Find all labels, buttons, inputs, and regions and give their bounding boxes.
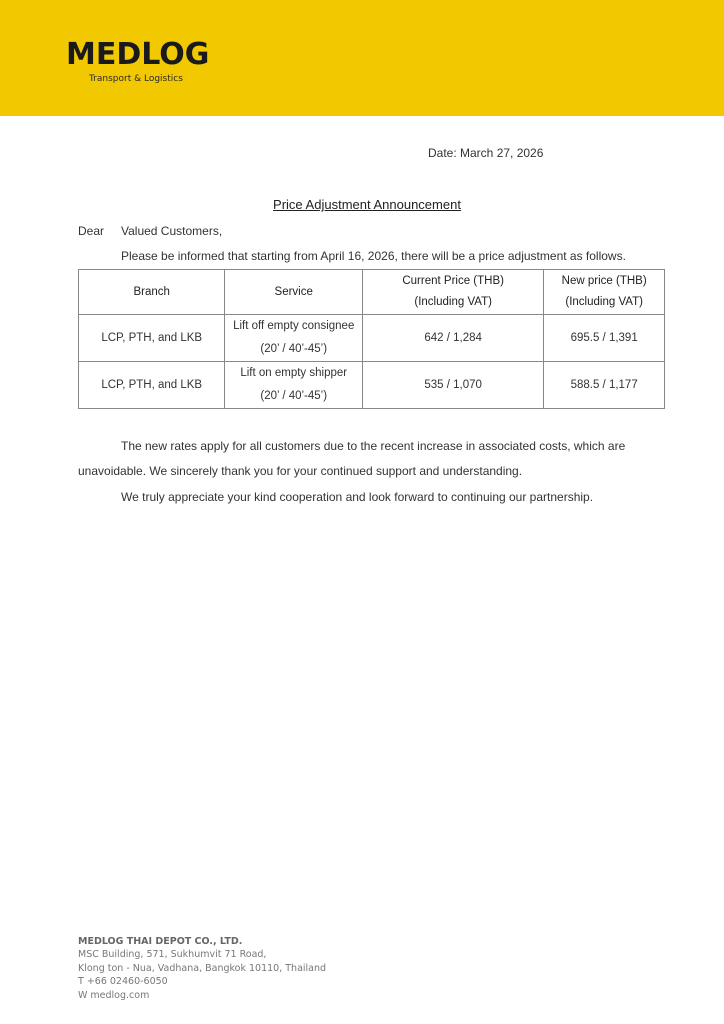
- header-new-price: New price (THB) (Including VAT): [544, 270, 665, 315]
- footer-address-1: MSC Building, 571, Sukhumvit 71 Road,: [78, 949, 267, 961]
- table-row: [79, 315, 665, 362]
- footer-company: MEDLOG THAI DEPOT CO., LTD.: [78, 936, 243, 947]
- footer-address-2: Klong ton - Nua, Vadhana, Bangkok 10110, Thailand: [78, 962, 327, 974]
- body-paragraph-1: The new rates apply for all customers due to the recent increase in associated costs, which are: [121, 439, 626, 453]
- logo-wordmark: MEDLOG: [66, 37, 210, 72]
- footer-phone: T +66 02460-6050: [78, 976, 168, 988]
- price-table: [78, 269, 665, 409]
- cell-branch: LCP, PTH, and LKB: [79, 315, 225, 362]
- table-row: [79, 362, 665, 409]
- recipient: Valued Customers,: [121, 224, 223, 238]
- salutation: Dear: [78, 224, 105, 238]
- header-service: Service: [225, 270, 363, 315]
- header-current-price: Current Price (THB) (Including VAT): [363, 270, 544, 315]
- header-branch: Branch: [79, 270, 225, 315]
- cell-current-price: 535 / 1,070: [363, 362, 544, 409]
- cell-new-price: 695.5 / 1,391: [544, 315, 665, 362]
- table-header-row: [79, 270, 665, 315]
- body-paragraph-2: We truly appreciate your kind cooperation and look forward to continuing our partnership.: [121, 490, 594, 504]
- footer-website: W medlog.com: [78, 989, 150, 1001]
- letter-date: Date: March 27, 2026: [428, 146, 544, 160]
- medlog-logo: [66, 37, 210, 84]
- body-paragraph-1-cont: unavoidable. We sincerely thank you for your continued support and understanding.: [78, 464, 523, 478]
- cell-branch: LCP, PTH, and LKB: [79, 362, 225, 409]
- logo-tagline: Transport & Logistics: [89, 74, 183, 84]
- cell-service: Lift off empty consignee (20’ / 40’-45’): [225, 315, 363, 362]
- footer-contact: [78, 935, 326, 1002]
- letterhead-banner: [0, 0, 724, 116]
- cell-service: Lift on empty shipper (20’ / 40’-45’): [225, 362, 363, 409]
- cell-current-price: 642 / 1,284: [363, 315, 544, 362]
- letter-title: Price Adjustment Announcement: [273, 197, 461, 212]
- intro-paragraph: Please be informed that starting from April 16, 2026, there will be a price adjustment as follows.: [121, 249, 626, 263]
- cell-new-price: 588.5 / 1,177: [544, 362, 665, 409]
